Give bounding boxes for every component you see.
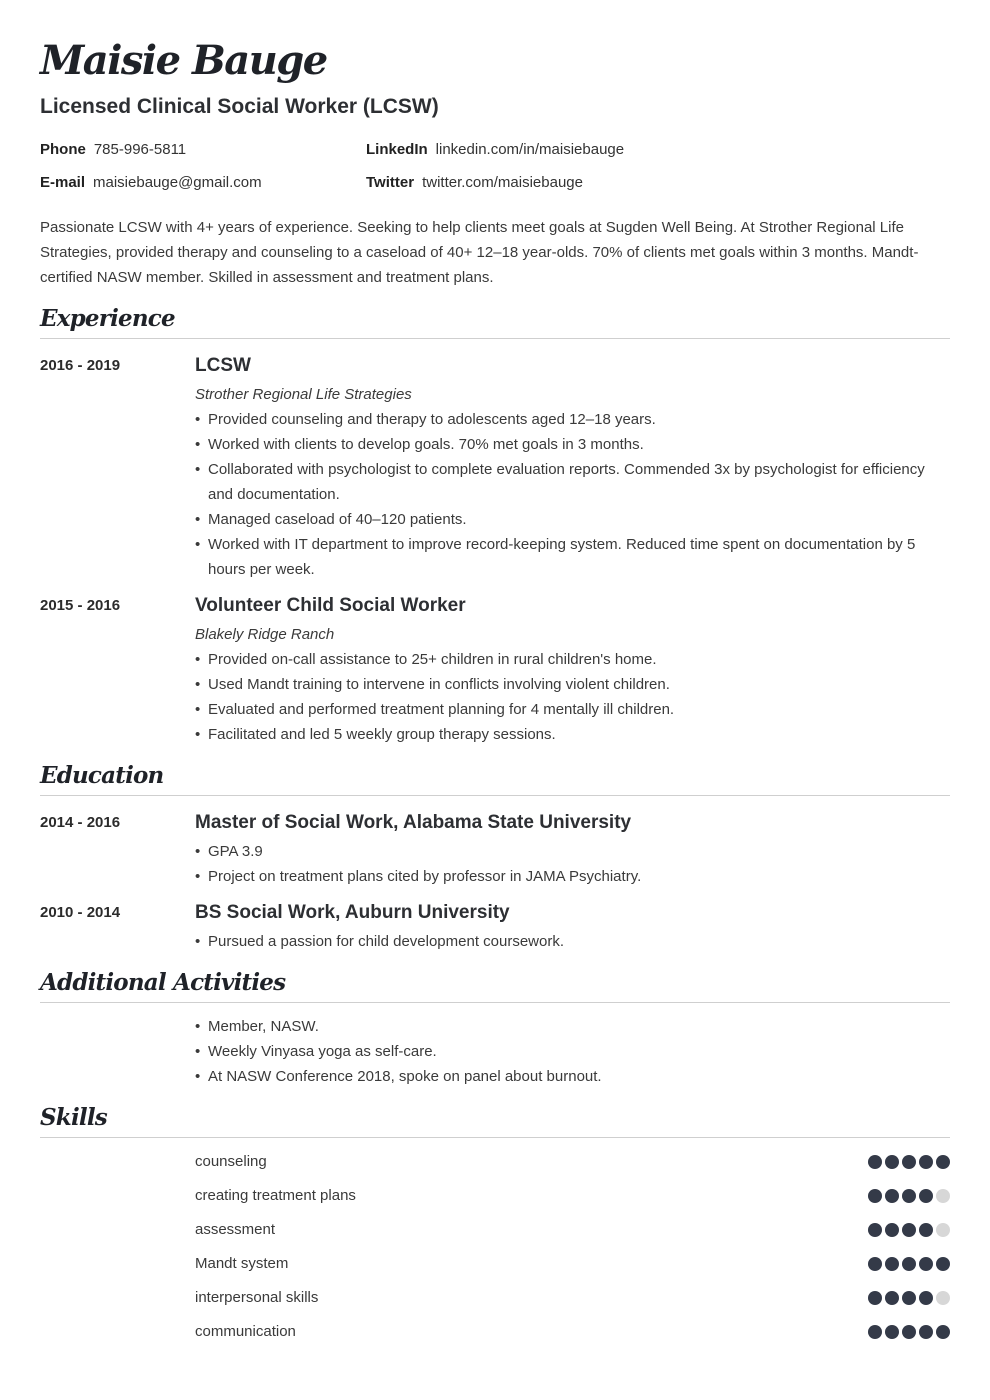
rating-dot-filled <box>885 1291 899 1305</box>
phone-value: 785-996-5811 <box>93 141 187 158</box>
candidate-name: Maisie Bauge <box>40 37 327 84</box>
rating-dot-filled <box>902 1189 916 1203</box>
rating-dot-empty <box>936 1223 950 1237</box>
list-item: • Provided on-call assistance to 25+ children in rural children's home. <box>195 647 935 672</box>
rating-dot-filled <box>868 1291 882 1305</box>
skill-rating <box>868 1189 950 1203</box>
experience-title: Volunteer Child Social Worker <box>195 595 466 616</box>
skill-name: communication <box>195 1323 296 1340</box>
job-title: Licensed Clinical Social Worker (LCSW) <box>40 95 439 118</box>
contact-linkedin <box>366 140 624 160</box>
list-item: • GPA 3.9 <box>195 839 935 864</box>
rating-dot-filled <box>902 1155 916 1169</box>
experience-bullets <box>195 647 935 747</box>
education-degree: BS Social Work, Auburn University <box>195 902 510 923</box>
list-item: • Worked with IT department to improve record-keeping system. Reduced time spent on documentation by 5 hours per week. <box>195 532 935 582</box>
rating-dot-filled <box>919 1155 933 1169</box>
linkedin-link[interactable]: linkedin.com/in/maisiebauge <box>435 141 625 158</box>
education-degree: Master of Social Work, Alabama State University <box>195 812 632 833</box>
experience-bullets <box>195 407 935 582</box>
rating-dot-filled <box>919 1223 933 1237</box>
experience-title: LCSW <box>195 355 251 376</box>
skill-row <box>195 1286 950 1320</box>
email-label: E-mail <box>40 174 86 191</box>
education-dates: 2010 - 2014 <box>40 904 121 921</box>
rating-dot-filled <box>919 1325 933 1339</box>
experience-org: Strother Regional Life Strategies <box>195 386 412 403</box>
list-item: • Used Mandt training to intervene in conflicts involving violent children. <box>195 672 935 697</box>
skill-rating <box>868 1223 950 1237</box>
list-item: • Collaborated with psychologist to complete evaluation reports. Commended 3x by psychologist for efficiency and documentation. <box>195 457 935 507</box>
skill-name: creating treatment plans <box>195 1187 356 1204</box>
experience-dates: 2016 - 2019 <box>40 357 121 374</box>
section-heading-experience: Experience <box>40 304 950 339</box>
rating-dot-filled <box>868 1257 882 1271</box>
rating-dot-filled <box>868 1189 882 1203</box>
rating-dot-filled <box>936 1155 950 1169</box>
list-item: • Managed caseload of 40–120 patients. <box>195 507 935 532</box>
education-dates: 2014 - 2016 <box>40 814 121 831</box>
skill-row <box>195 1320 950 1354</box>
rating-dot-empty <box>936 1189 950 1203</box>
list-item: • Worked with clients to develop goals. 70% met goals in 3 months. <box>195 432 935 457</box>
contact-twitter <box>366 173 583 193</box>
contact-email <box>40 173 262 193</box>
list-item: • Weekly Vinyasa yoga as self-care. <box>195 1039 935 1064</box>
email-link[interactable]: maisiebauge@gmail.com <box>93 174 262 191</box>
rating-dot-filled <box>902 1223 916 1237</box>
list-item: • Evaluated and performed treatment planning for 4 mentally ill children. <box>195 697 935 722</box>
education-bullets <box>195 929 935 954</box>
rating-dot-filled <box>885 1155 899 1169</box>
skill-name: counseling <box>195 1153 267 1170</box>
skill-name: interpersonal skills <box>195 1289 319 1306</box>
experience-org: Blakely Ridge Ranch <box>195 626 335 643</box>
rating-dot-filled <box>868 1155 882 1169</box>
skill-rating <box>868 1291 950 1305</box>
experience-dates: 2015 - 2016 <box>40 597 121 614</box>
list-item: • Project on treatment plans cited by professor in JAMA Psychiatry. <box>195 864 935 889</box>
section-heading-activities: Additional Activities <box>40 968 950 1003</box>
rating-dot-filled <box>868 1325 882 1339</box>
rating-dot-filled <box>902 1325 916 1339</box>
list-item: • At NASW Conference 2018, spoke on panel about burnout. <box>195 1064 935 1089</box>
contact-phone <box>40 140 186 160</box>
phone-label: Phone <box>40 141 86 158</box>
section-heading-education: Education <box>40 761 950 796</box>
rating-dot-filled <box>902 1257 916 1271</box>
skill-name: assessment <box>195 1221 276 1238</box>
twitter-link[interactable]: twitter.com/maisiebauge <box>422 174 583 191</box>
skill-rating <box>868 1257 950 1271</box>
rating-dot-filled <box>936 1325 950 1339</box>
rating-dot-filled <box>936 1257 950 1271</box>
skill-name: Mandt system <box>195 1255 289 1272</box>
rating-dot-filled <box>902 1291 916 1305</box>
rating-dot-filled <box>919 1257 933 1271</box>
activities-bullets <box>195 1014 935 1089</box>
section-heading-skills: Skills <box>40 1103 950 1138</box>
rating-dot-filled <box>885 1189 899 1203</box>
skills-list <box>195 1150 950 1354</box>
rating-dot-filled <box>885 1325 899 1339</box>
skill-rating <box>868 1325 950 1339</box>
skill-row <box>195 1218 950 1252</box>
education-bullets <box>195 839 935 889</box>
summary-paragraph: Passionate LCSW with 4+ years of experience. Seeking to help clients meet goals at Sugden Well Being. At Strother Regional Life Strategies, provided therapy and counseling to a caseload of 40+ 12–18 year-olds. 70% of clients met goals within 3 months. Mandt-certified NASW member. Skilled in assessment and treatment plans. <box>40 219 919 286</box>
rating-dot-filled <box>885 1223 899 1237</box>
skill-row <box>195 1150 950 1184</box>
skill-rating <box>868 1155 950 1169</box>
rating-dot-filled <box>919 1291 933 1305</box>
rating-dot-filled <box>885 1257 899 1271</box>
rating-dot-empty <box>936 1291 950 1305</box>
linkedin-label: LinkedIn <box>366 141 428 158</box>
rating-dot-filled <box>868 1223 882 1237</box>
rating-dot-filled <box>919 1189 933 1203</box>
list-item: • Member, NASW. <box>195 1014 935 1039</box>
skill-row <box>195 1184 950 1218</box>
list-item: • Provided counseling and therapy to adolescents aged 12–18 years. <box>195 407 935 432</box>
list-item: • Pursued a passion for child development coursework. <box>195 929 935 954</box>
skill-row <box>195 1252 950 1286</box>
list-item: • Facilitated and led 5 weekly group therapy sessions. <box>195 722 935 747</box>
twitter-label: Twitter <box>366 174 415 191</box>
